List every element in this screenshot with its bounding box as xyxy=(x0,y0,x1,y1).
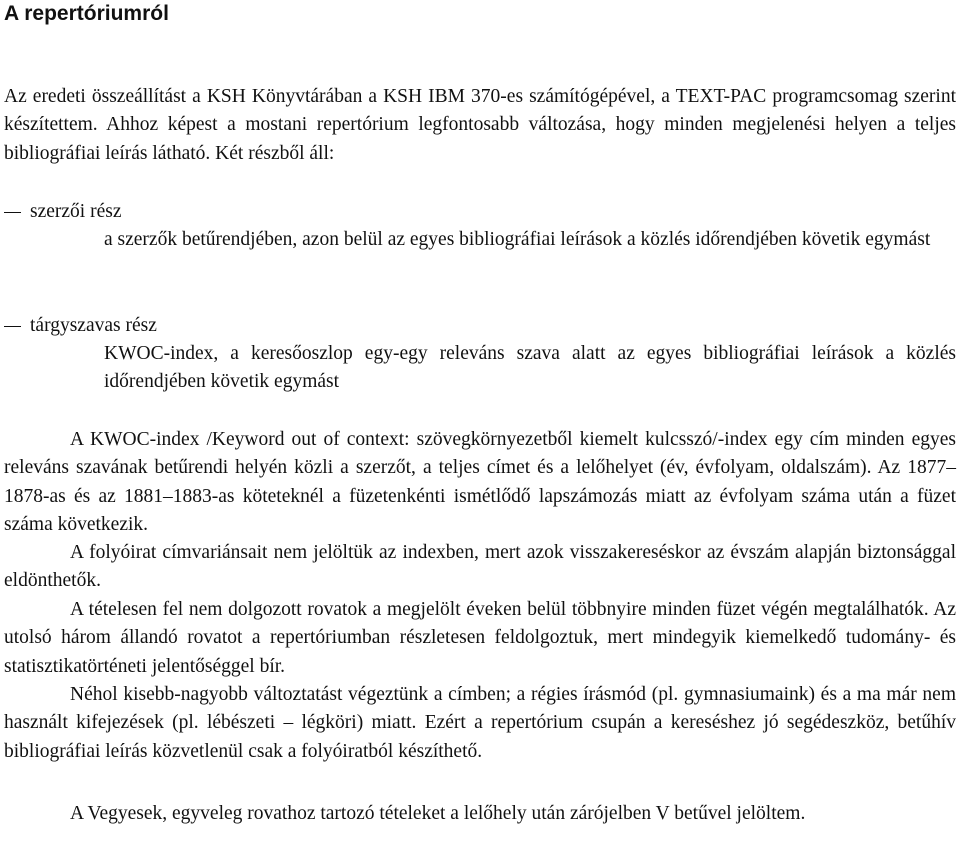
body-paragraph-title-variants: A folyóirat címvariánsait nem jelöltük az indexben, mert azok visszakereséskor az évszám alapján biztonsággal eldönthetők. xyxy=(4,542,956,592)
intro-paragraph: Az eredeti összeállítást a KSH Könyvtárában a KSH IBM 370-es számítógépével, a TEXT-PAC programcsomag szerint készítettem. Ahhoz képest a mostani repertórium legfontosabb változása, hogy minden megjelenési helyen a teljes bibliográfiai leírás látható. Két részből áll: xyxy=(4,86,956,164)
body-paragraph-changes: Néhol kisebb-nagyobb változtatást végeztünk a címben; a régies írásmód (pl. gymnasiumaink) és a ma már nem használt kifejezések (pl. lébészeti – légköri) miatt. Ezért a repertórium csupán a kereséshez jó segédeszköz, betűhív bibliográfiai leírás közvetlenül csak a folyóiratból készíthető. xyxy=(4,684,956,762)
part-item-author xyxy=(4,198,956,254)
part-description: a szerzők betűrendjében, azon belül az egyes bibliográfiai leírások a közlés időrendjében követik egymást xyxy=(104,229,931,250)
dash-bullet-icon xyxy=(4,312,30,340)
part-heading xyxy=(4,312,956,340)
part-heading xyxy=(4,198,956,226)
part-label: szerzői rész xyxy=(30,201,122,222)
dash-bullet-icon xyxy=(4,198,30,226)
body-paragraph-kwoc: A KWOC-index /Keyword out of context: szövegkörnyezetből kiemelt kulcsszó/-index egy cím minden egyes releváns szavának betűrendi helyén közli a szerzőt, a teljes címet és a lelőhelyet (év, évfolyam, oldalszám). Az 1877–1878-as és az 1881–1883-as köteteknél a füzetenkénti ismétlődő lapszámozás miatt az évfolyam száma után a füzet száma következik. xyxy=(4,429,956,535)
part-description: KWOC-index, a keresőoszlop egy-egy releváns szava alatt az egyes bibliográfiai leírások a közlés időrendjében követik egymást xyxy=(104,343,956,393)
part-label: tárgyszavas rész xyxy=(30,315,157,336)
body-paragraph-columns: A tételesen fel nem dolgozott rovatok a megjelölt éveken belül többnyire minden füzet végén megtalálhatók. Az utolsó három állandó rovatot a repertóriumban részletesen feldolgoztuk, mert mindegyik kiemelkedő tudomány- és statisztikatörténeti jelentőséggel bír. xyxy=(4,599,956,677)
body-paragraph-misc: A Vegyesek, egyveleg rovathoz tartozó tételeket a lelőhely után zárójelben V betűvel jelöltem. xyxy=(70,803,806,824)
page-title: A repertóriumról xyxy=(4,2,169,25)
part-item-subject xyxy=(4,312,956,397)
